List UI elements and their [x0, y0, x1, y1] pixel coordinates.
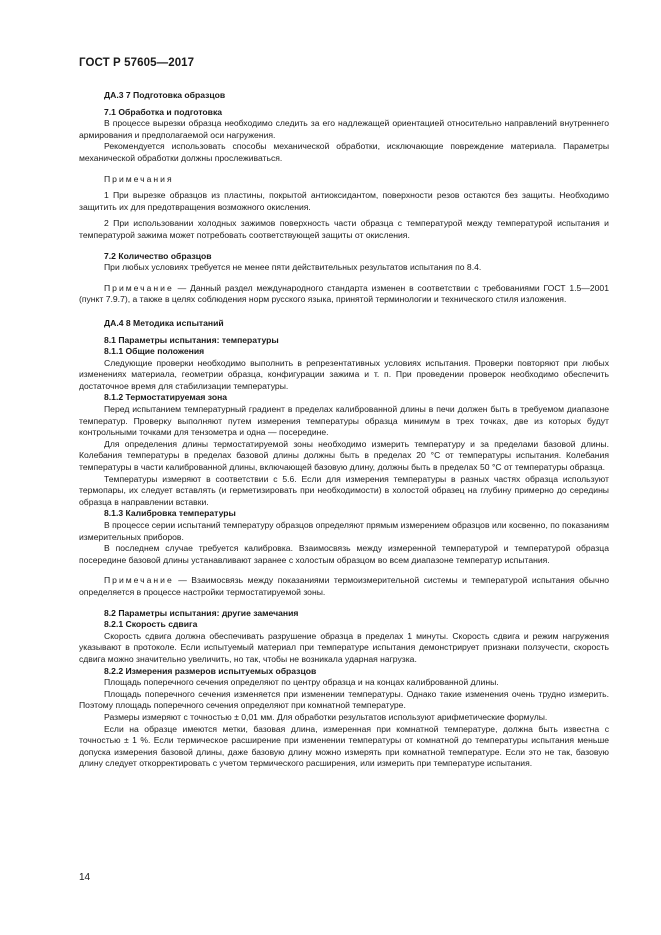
paragraph: В процессе вырезки образца необходимо следить за его надлежащей ориентацией относительно направлений внутреннего армирования и предполагаемой оси нагружения. — [79, 118, 609, 140]
subsection-heading: 8.2.2 Измерения размеров испытуемых образцов — [104, 665, 317, 676]
remark — [79, 283, 609, 306]
paragraph: При любых условиях требуется не менее пяти действительных результатов испытания по 8.4. — [104, 262, 482, 273]
paragraph: Площадь поперечного сечения определяют по центру образца и на концах калиброванной длины. — [104, 677, 499, 688]
paragraph: Если на образце имеются метки, базовая длина, измеренная при комнатной температуре, должна быть известна с точностью ± 1 %. Если термическое расширение при изменении температуры от комнатной до температуры испытания меньше допуска измерения базовой длины, даже базовую длину можно измерять при комнатной температуре. Если это не так, базовую длину следует откорректировать с учетом термического расширения, или измерить при температуре испытания. — [79, 723, 609, 769]
subsection-heading: 8.1.1 Общие положения — [104, 346, 205, 357]
paragraph: Размеры измеряют с точностью ± 0,01 мм. Для обработки результатов используют арифметические формулы. — [104, 711, 548, 722]
remark-label: Примечание — [104, 575, 174, 586]
paragraph: Площадь поперечного сечения изменяется при изменении температуры. Однако такие изменения очень трудно измерить. Поэтому площадь поперечного сечения определяют при комнатной температуре. — [79, 688, 609, 711]
paragraph: Температуры измеряют в соответствии с 5.6. Если для измерения температуры в разных частях образца используют термопары, их следует вставлять (и герметизировать при необходимости) в холостой образец на глубину примерно до середины образца в направлении вставки. — [79, 473, 609, 507]
document-body — [79, 90, 609, 770]
paragraph: Для определения длины термостатируемой зоны необходимо измерить температуру и за пределами базовой длины. Колебания температуры в пределах базовой длины должны быть в пределах 20 °С от температуры испытания. Колебания температуры в части калиброванной длины, включающей базовую длину, должны быть в пределах 50 °С от температуры образца. — [79, 438, 609, 473]
note: 1 При вырезке образцов из пластины, покрытой антиоксидантом, поверхности резов остаются без защиты. Необходимо защитить их для предотвращения возможного окисления. — [79, 190, 609, 212]
remark-label: Примечание — [104, 282, 174, 293]
annex-section-heading: ДА.3 7 Подготовка образцов — [104, 90, 226, 100]
subsection-heading: 8.2.1 Скорость сдвига — [104, 619, 198, 630]
subsection-heading: 8.1.3 Калибровка температуры — [104, 508, 236, 519]
paragraph: Перед испытанием температурный градиент в пределах калиброванной длины в печи должен быть в требуемом диапазоне температур. Проверку выполняют путем измерения температуры образца минимум в трех точках, две из которых будут контрольными точками для тензометра и одна — посередине. — [79, 404, 609, 438]
paragraph: Рекомендуется использовать способы механической обработки, исключающие повреждение материала. Параметры механической обработки должны прослеживаться. — [79, 141, 609, 163]
section-heading: 7.1 Обработка и подготовка — [104, 106, 223, 117]
paragraph: Следующие проверки необходимо выполнить в репрезентативных условиях испытания. Проверки повторяют при любых изменениях материала, геометрии образца, конфигурации зажима и т. п. При проведении проверок необходимо обеспечить достаточное время для стабилизации температуры. — [79, 357, 609, 391]
annex-section-heading: ДА.4 8 Методика испытаний — [104, 317, 224, 328]
page-number: 14 — [79, 872, 91, 883]
paragraph: В последнем случае требуется калибровка. Взаимосвязь между измеренной температурой и температурой образца посередине базовой длины устанавливают заранее с холостым образцом во всем диапазоне температур испытания. — [79, 543, 609, 565]
remark — [79, 575, 609, 598]
remark-text: — Взаимосвязь между показаниями термоизмерительной системы и температурой испытания обычно определяется в процессе настройки термостатируемой зоны. — [79, 575, 609, 597]
paragraph: В процессе серии испытаний температуру образцов определяют прямым измерением образцов или косвенно, по показаниям измерительных приборов. — [79, 520, 609, 542]
section-heading: 7.2 Количество образцов — [104, 250, 212, 261]
subsection-heading: 8.1.2 Термостатируемая зона — [104, 392, 228, 403]
section-heading: 8.2 Параметры испытания: другие замечания — [104, 607, 299, 618]
paragraph: Скорость сдвига должна обеспечивать разрушение образца в пределах 1 минуты. Скорость сдвига и режим нагружения указывают в протоколе. Если испытуемый материал при температуре испытания демонстрирует признаки ползучести, скорость сдвига можно значительно увеличить, но так, чтобы не возникала ударная нагрузка. — [79, 630, 609, 664]
notes-label: Примечания — [104, 173, 174, 184]
section-heading: 8.1 Параметры испытания: температуры — [104, 334, 279, 345]
remark-text: — Данный раздел международного стандарта изменен в соответствии с требованиями ГОСТ 1.5—2001 (пункт 7.9.7), а также в целях соблюдения норм русского языка, принятой терминологии и технического стиля изложения. — [79, 282, 609, 305]
note: 2 При использовании холодных зажимов поверхность части образца с температурой между температурой испытания и температурой зажима может потребовать соответствующей защиты от окисления. — [79, 218, 609, 240]
document-header: ГОСТ Р 57605—2017 — [79, 57, 195, 69]
